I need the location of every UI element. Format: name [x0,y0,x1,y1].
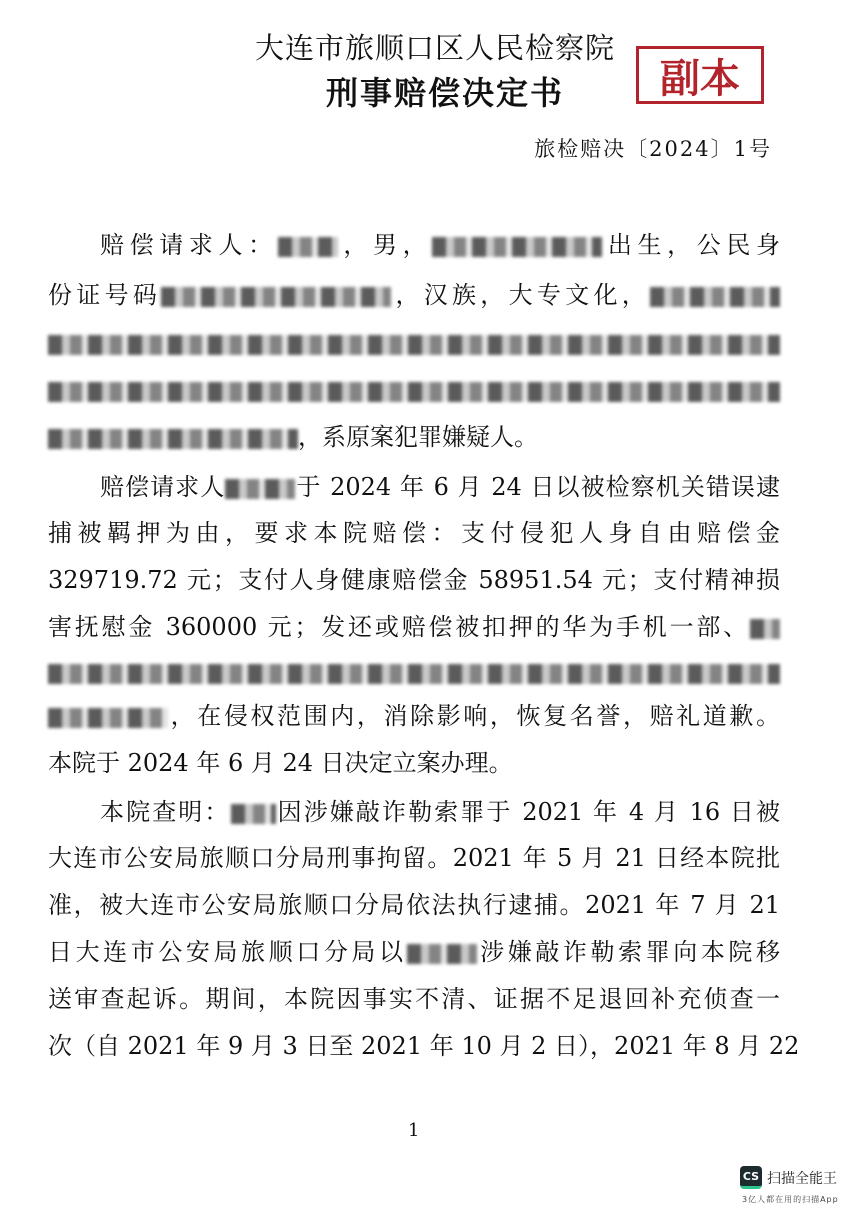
text-line [48,701,780,731]
text: 害抚慰金 360000 元；发还或赔偿被扣押的华为手机一部、 [48,613,750,641]
stamp-text: 副本 [660,54,740,102]
text-line: 次（自 2021 年 9 月 3 日至 2021 年 10 月 2 日），2021 年 8 月 22 [48,1032,800,1060]
text: ，汉族，大专文化， [391,281,651,309]
redacted-line [48,657,780,687]
scanner-app-logo [740,1166,837,1189]
text-line: 捕被羁押为由，要求本院赔偿：支付侵犯人身自由赔偿金 [48,519,780,547]
text-line [100,230,780,260]
text-line [48,937,780,967]
redacted-line [48,328,780,358]
redaction [48,664,780,684]
text: 于 2024 年 6 月 24 日以被检察机关错误逮 [295,473,780,501]
text: 涉嫌敲诈勒索罪向本院移 [476,938,781,966]
app-name: 扫描全能王 [767,1170,837,1187]
redaction [231,804,276,824]
redaction [750,619,780,639]
text-line [100,797,780,827]
document-title: 刑事赔偿决定书 [325,74,564,112]
app-slogan: 3亿人都在用的扫描App [742,1195,839,1204]
text-line [48,612,780,642]
redaction [48,708,168,728]
text-line: 329719.72 元；支付人身健康赔偿金 58951.54 元；支付精神损 [48,566,780,594]
text-line: 准，被大连市公安局旅顺口分局依法执行逮捕。2021 年 7 月 21 [48,891,780,919]
text: 因涉嫌敲诈勒索罪于 2021 年 4 月 16 日被 [275,798,781,826]
redaction [161,287,391,307]
text: 赔偿请求人 [100,473,226,501]
text: 份证号码 [48,281,162,309]
text-line: 送审查起诉。期间，本院因事实不清、证据不足退回补充侦查一 [48,985,780,1013]
redaction [278,237,338,257]
page-number: 1 [408,1120,420,1141]
redaction [48,335,780,355]
text: 日大连市公安局旅顺口分局以 [48,938,407,966]
redaction [48,429,298,449]
text: 本院查明： [100,798,231,826]
redaction [650,287,780,307]
text: ，系原案犯罪嫌疑人。 [298,423,538,451]
redaction [225,479,295,499]
text-line [48,422,780,452]
copy-stamp [636,46,764,104]
redaction [432,237,602,257]
issuing-organization: 大连市旅顺口区人民检察院 [254,31,615,65]
document-number: 旅检赔决〔2024〕1号 [534,137,772,161]
text: ，男， [337,231,433,259]
redaction [407,944,477,964]
text: ，在侵权范围内，消除影响，恢复名誉，赔礼道歉。 [168,702,780,730]
text-line: 大连市公安局旅顺口分局刑事拘留。2021 年 5 月 21 日经本院批 [48,844,780,872]
text-line [48,280,780,310]
text: 赔偿请求人： [100,231,278,259]
text-line [100,472,780,502]
redacted-line [48,375,780,405]
text-line: 本院于 2024 年 6 月 24 日决定立案办理。 [48,749,513,777]
redaction [48,382,780,402]
camscanner-icon: CS [740,1166,762,1189]
text: 出生，公民身 [602,231,780,259]
